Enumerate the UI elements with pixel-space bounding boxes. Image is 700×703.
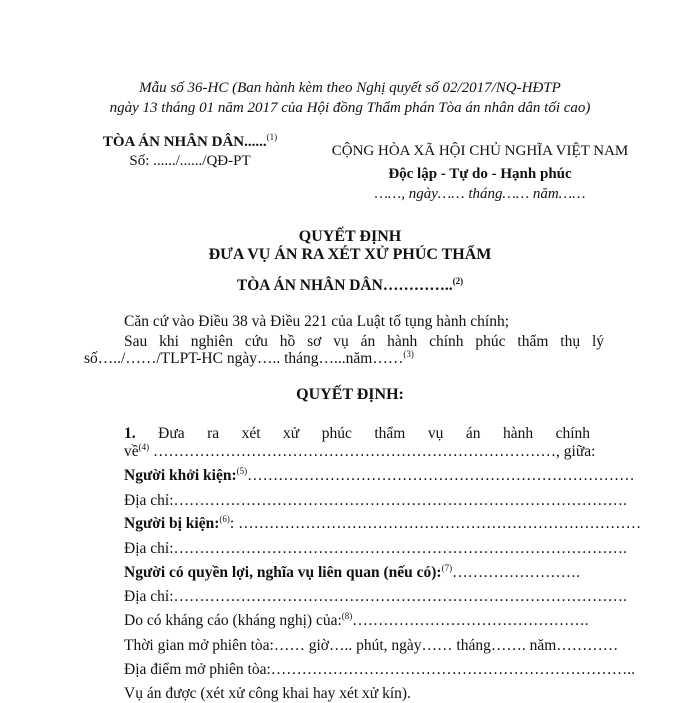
plaintiff-dots: ………………………………………………………………… xyxy=(247,467,635,484)
appeal-line xyxy=(124,612,604,630)
defendant-note: (6) xyxy=(219,513,230,524)
issuer-court xyxy=(0,277,700,295)
defendant-line xyxy=(124,513,642,533)
plaintiff-label: Người khởi kiện: xyxy=(124,467,237,484)
decide-heading: QUYẾT ĐỊNH: xyxy=(296,386,404,403)
place-date: ……, ngày…… tháng…… năm…… xyxy=(374,186,586,202)
appeal-dots: ………………………………………. xyxy=(352,612,589,629)
clause-1-number: 1. xyxy=(124,425,136,442)
court-name-text: TÒA ÁN NHÂN DÂN...... xyxy=(102,134,267,150)
basis-line-3 xyxy=(84,350,414,368)
hearing-place: Địa điểm mở phiên tòa:…………………………………………………………….. xyxy=(124,661,636,678)
title-line-1: QUYẾT ĐỊNH xyxy=(298,228,402,245)
related-party-note: (7) xyxy=(441,562,453,573)
defendant-address: Địa chỉ:……………………………………………………………………………. xyxy=(124,540,627,557)
issuer-text: TÒA ÁN NHÂN DÂN………….. xyxy=(236,277,453,294)
appeal-label: Do có kháng cáo (kháng nghị) của: xyxy=(124,612,342,629)
basis-line-3-text: số…../……/TLPT-HC ngày….. tháng…...năm…… xyxy=(84,350,404,367)
decision-number: Số: ....../....../QĐ-PT xyxy=(129,153,251,169)
defendant-dots: : …………………………………………………………………… xyxy=(229,515,642,532)
form-reference-line-1: Mẫu số 36-HC (Ban hành kèm theo Nghị quyết số 02/2017/NQ-HĐTP xyxy=(139,80,561,96)
plaintiff-address: Địa chỉ:……………………………………………………………………………. xyxy=(124,492,627,509)
plaintiff-note: (5) xyxy=(236,465,248,476)
country-name: CỘNG HÒA XÃ HỘI CHỦ NGHĨA VIỆT NAM xyxy=(331,143,629,159)
plaintiff-line xyxy=(124,465,635,485)
related-party-address: Địa chỉ:……………………………………………………………………………. xyxy=(124,588,627,605)
national-motto: Độc lập - Tự do - Hạnh phúc xyxy=(388,166,572,182)
court-name xyxy=(60,134,320,151)
basis-line-3-note: (3) xyxy=(403,348,414,359)
clause-1-line-1 xyxy=(124,425,590,443)
form-reference-line-2: ngày 13 tháng 01 năm 2017 của Hội đồng Thẩm phán Tòa án nhân dân tối cao) xyxy=(109,100,591,116)
hearing-time: Thời gian mở phiên tòa:…… giờ….. phút, ngày…… tháng……. năm………… xyxy=(124,637,619,654)
appeal-note: (8) xyxy=(341,610,353,621)
clause-1-note: (4) xyxy=(138,441,150,452)
clause-1-line-2 xyxy=(124,443,595,461)
clause-1-about: về xyxy=(124,443,139,460)
clause-1-text: Đưa ra xét xử phúc thẩm vụ án hành chính xyxy=(158,425,591,442)
court-note: (1) xyxy=(266,132,278,142)
basis-line-1: Căn cứ vào Điều 38 và Điều 221 của Luật tố tụng hành chính; xyxy=(124,313,510,330)
related-party-label: Người có quyền lợi, nghĩa vụ liên quan (nếu có): xyxy=(124,564,442,581)
related-party-line xyxy=(124,564,604,582)
issuer-note: (2) xyxy=(452,275,464,286)
basis-line-2: Sau khi nghiên cứu hồ sơ vụ án hành chính phúc thẩm thụ lý xyxy=(124,333,604,350)
trial-type: Vụ án được (xét xử công khai hay xét xử kín). xyxy=(124,685,411,702)
related-party-dots: ……………………. xyxy=(452,564,580,581)
defendant-label: Người bị kiện: xyxy=(124,515,220,532)
title-line-2: ĐƯA VỤ ÁN RA XÉT XỬ PHÚC THẨM xyxy=(208,246,492,263)
clause-1-dots: ……………………………………………………………………, giữa: xyxy=(149,443,596,460)
